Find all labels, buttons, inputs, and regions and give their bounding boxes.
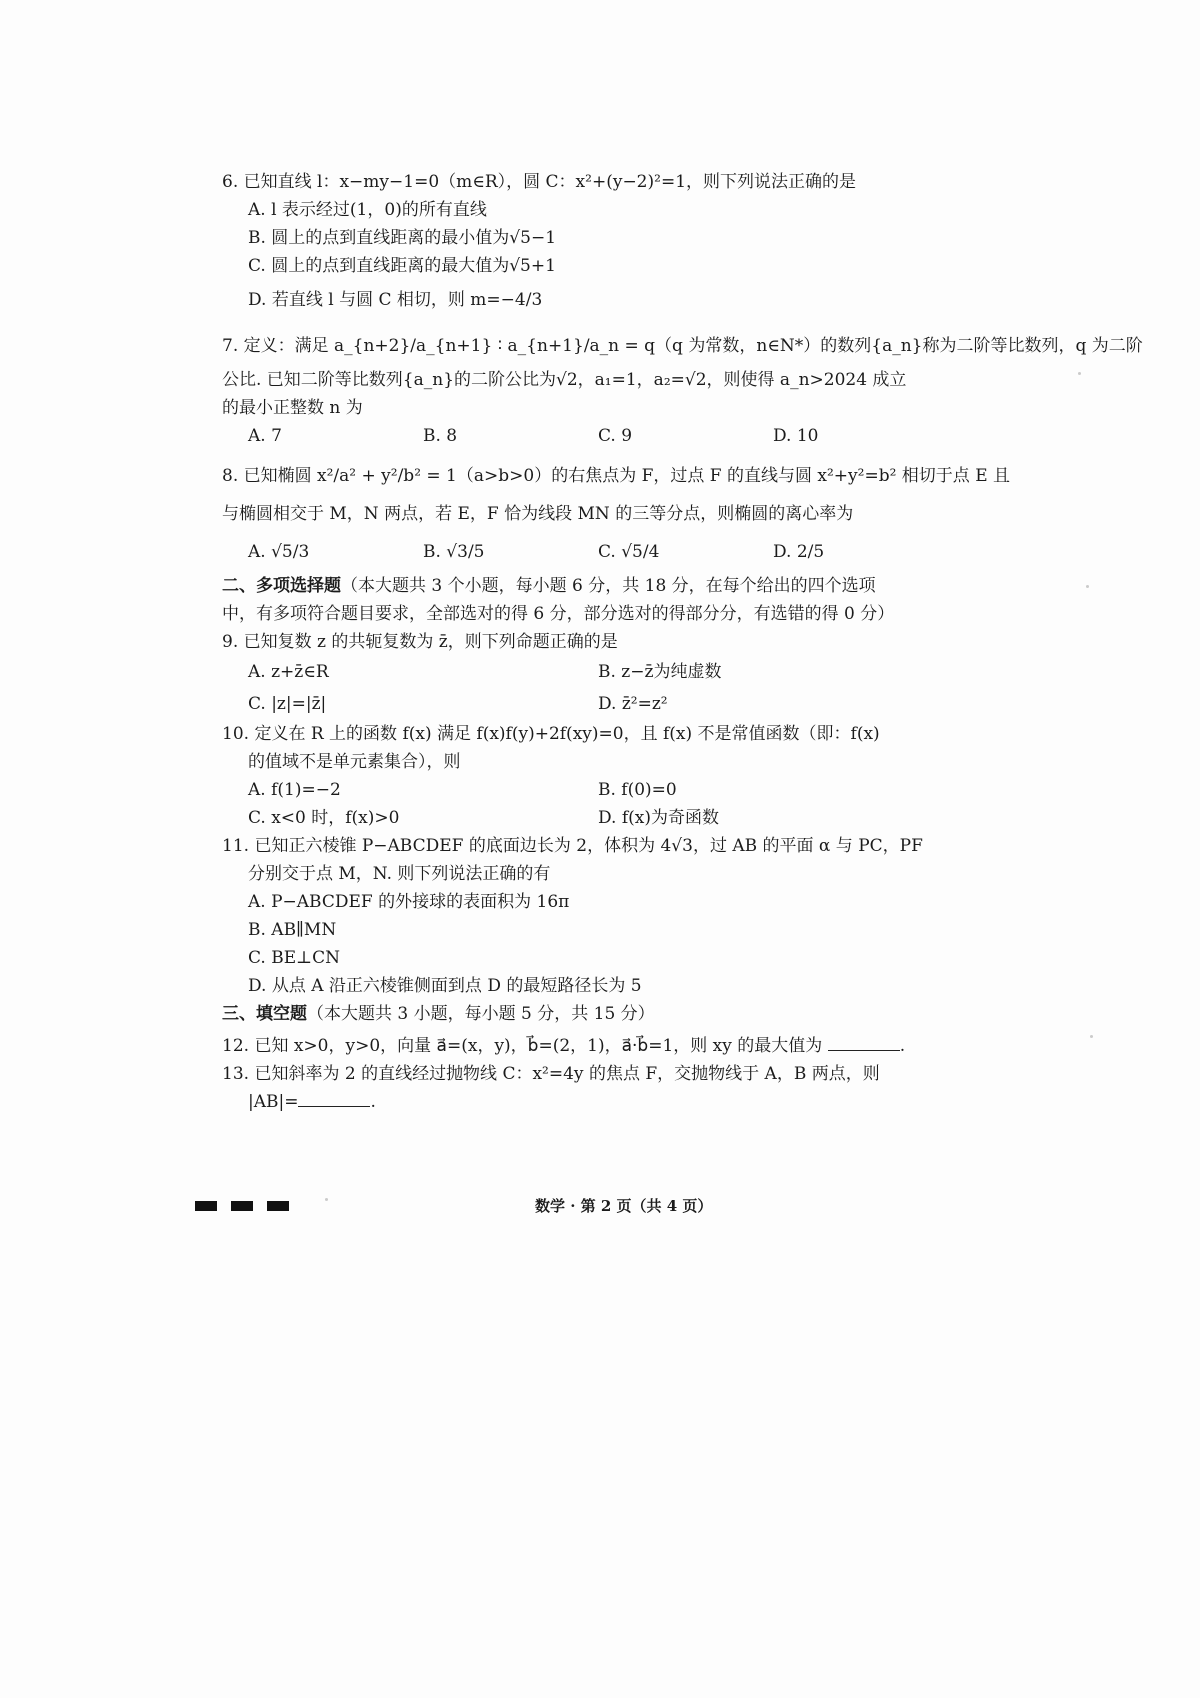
question-9-option-b: B. z−z̄为纯虚数 [598, 662, 722, 682]
question-12-text: 12. 已知 x>0，y>0，向量 a⃗=(x，y)，b⃗=(2，1)，a⃗·b⃗=1，则 xy 的最大值为 [222, 1036, 823, 1056]
question-8-option-a: A. √5/3 [248, 542, 310, 562]
question-10-option-c: C. x<0 时，f(x)>0 [248, 808, 400, 828]
question-11-line-1: 11. 已知正六棱锥 P−ABCDEF 的底面边长为 2，体积为 4√3，过 AB 的平面 α 与 PC，PF [222, 836, 923, 856]
question-10-options-row-2 [222, 804, 982, 832]
question-9-options-row-2 [222, 688, 982, 720]
marker-block [195, 1201, 217, 1211]
question-9-option-d: D. z̄²=z² [598, 694, 668, 714]
question-8 [222, 456, 1011, 572]
question-11-option-d: D. 从点 A 沿正六棱锥侧面到点 D 的最短路径长为 5 [248, 976, 642, 996]
scan-speck [325, 1198, 328, 1201]
question-7-line-3: 的最小正整数 n 为 [222, 398, 363, 418]
section-3-title: 三、填空题 [222, 1004, 307, 1024]
question-8-option-c: C. √5/4 [598, 542, 660, 562]
question-11 [222, 832, 982, 1000]
question-7-option-d: D. 10 [773, 426, 819, 446]
question-9-stem: 9. 已知复数 z 的共轭复数为 z̄，则下列命题正确的是 [222, 632, 618, 652]
question-12 [222, 1032, 982, 1060]
scan-speck [1078, 372, 1081, 375]
question-7-options [222, 422, 982, 450]
question-8-line-1: 8. 已知椭圆 x²/a² + y²/b² = 1（a>b>0）的右焦点为 F，过点 F 的直线与圆 x²+y²=b² 相切于点 E 且 [222, 466, 1011, 486]
question-8-options [222, 532, 982, 572]
question-13 [222, 1060, 982, 1116]
question-9-option-c: C. |z|=|z̄| [248, 694, 327, 714]
question-10-option-a: A. f(1)=−2 [248, 780, 341, 800]
section-2-heading [222, 572, 982, 628]
question-10-option-b: B. f(0)=0 [598, 780, 677, 800]
question-10-line-1: 10. 定义在 R 上的函数 f(x) 满足 f(x)f(y)+2f(xy)=0，且 f(x) 不是常值函数（即：f(x) [222, 724, 880, 744]
question-10 [222, 720, 982, 832]
question-11-option-b: B. AB∥MN [248, 920, 337, 940]
section-2-title: 二、多项选择题 [222, 576, 341, 596]
question-9-option-a: A. z+z̄∈R [248, 662, 329, 682]
question-8-option-b: B. √3/5 [423, 542, 485, 562]
marker-block [267, 1201, 289, 1211]
question-10-line-2: 的值域不是单元素集合），则 [248, 752, 461, 772]
question-7-line-1: 7. 定义：满足 a_{n+2}/a_{n+1} ∶ a_{n+1}/a_n = q（q 为常数，n∈N*）的数列{a_n}称为二阶等比数列，q 为二阶 [222, 336, 1143, 356]
scan-speck [1086, 585, 1089, 588]
question-6-option-b: B. 圆上的点到直线距离的最小值为√5−1 [248, 228, 557, 248]
question-13-tail: . [370, 1092, 376, 1112]
question-6-option-a: A. l 表示经过(1，0)的所有直线 [248, 200, 487, 220]
question-13-line-2: |AB|= [248, 1092, 299, 1112]
section-3-instructions: （本大题共 3 小题，每小题 5 分，共 15 分） [307, 1004, 655, 1024]
question-6-stem: 6. 已知直线 l：x−my−1=0（m∈R），圆 C：x²+(y−2)²=1，则下列说法正确的是 [222, 172, 857, 192]
question-8-option-d: D. 2/5 [773, 542, 825, 562]
question-11-option-a: A. P−ABCDEF 的外接球的表面积为 16π [248, 892, 570, 912]
question-7-line-2: 公比. 已知二阶等比数列{a_n}的二阶公比为√2，a₁=1，a₂=√2，则使得 a_n>2024 成立 [222, 370, 907, 390]
question-10-options-row-1 [222, 776, 982, 804]
question-8-line-2: 与椭圆相交于 M，N 两点，若 E，F 恰为线段 MN 的三等分点，则椭圆的离心率为 [222, 504, 854, 524]
question-12-tail: . [899, 1036, 906, 1056]
question-6 [222, 168, 982, 320]
scan-speck [1090, 1035, 1093, 1038]
question-7 [222, 326, 1143, 450]
question-11-option-c: C. BE⊥CN [248, 948, 340, 968]
question-10-option-d: D. f(x)为奇函数 [598, 808, 719, 828]
question-7-option-c: C. 9 [598, 426, 633, 446]
question-6-option-d: D. 若直线 l 与圆 C 相切，则 m=−4/3 [248, 290, 543, 310]
question-13-answer-blank [298, 1088, 370, 1107]
page-footer [195, 1195, 995, 1221]
question-9 [222, 628, 982, 720]
marker-block [231, 1201, 253, 1211]
footer-marker-blocks [195, 1201, 289, 1211]
question-9-options-row-1 [222, 656, 982, 688]
section-2-instructions-line-2: 中，有多项符合题目要求，全部选对的得 6 分，部分选对的得部分分，有选错的得 0 分） [222, 604, 895, 624]
page-number: 数学 · 第 2 页（共 4 页） [535, 1197, 713, 1215]
question-7-option-a: A. 7 [248, 426, 282, 446]
exam-content [222, 168, 1143, 1116]
question-11-line-2: 分别交于点 M，N. 则下列说法正确的有 [248, 864, 551, 884]
question-7-option-b: B. 8 [423, 426, 458, 446]
question-13-line-1: 13. 已知斜率为 2 的直线经过抛物线 C：x²=4y 的焦点 F，交抛物线于 A，B 两点，则 [222, 1064, 880, 1084]
section-3-heading [222, 1000, 982, 1028]
question-12-answer-blank [828, 1032, 900, 1051]
question-6-option-c: C. 圆上的点到直线距离的最大值为√5+1 [248, 256, 556, 276]
section-2-instructions: （本大题共 3 个小题，每小题 6 分，共 18 分，在每个给出的四个选项 [341, 576, 876, 596]
